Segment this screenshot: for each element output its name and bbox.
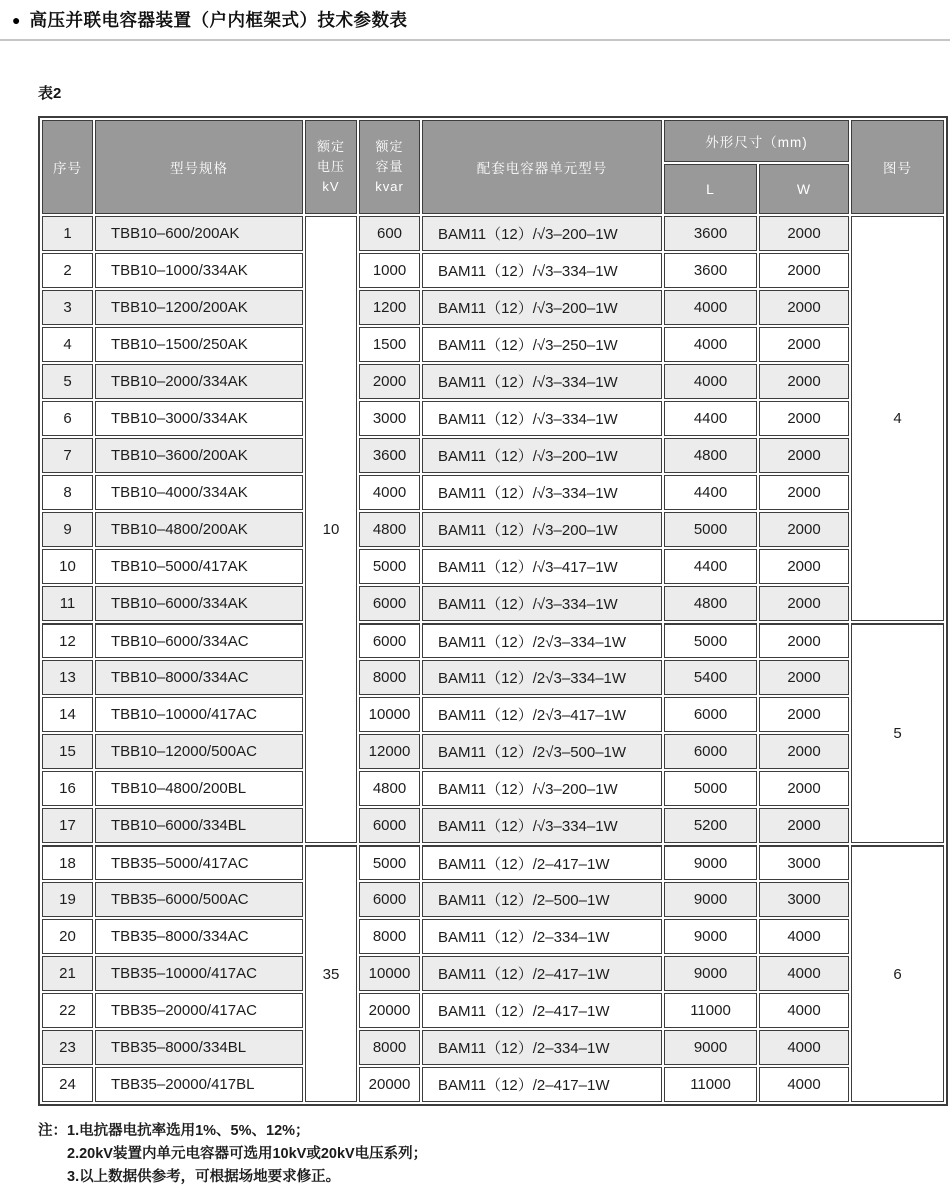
cell-length: 6000 xyxy=(664,734,757,769)
cell-unit: BAM11（12）/√3–200–1W xyxy=(422,771,662,806)
cell-model: TBB10–4800/200BL xyxy=(95,771,303,806)
table-row xyxy=(42,253,944,288)
header-voltage-line1: 额定 xyxy=(316,139,345,154)
cell-length: 4800 xyxy=(664,438,757,473)
cell-width: 4000 xyxy=(759,956,849,991)
table-row xyxy=(42,364,944,399)
notes xyxy=(38,1120,950,1189)
cell-no: 3 xyxy=(42,290,93,325)
cell-length: 4800 xyxy=(664,586,757,621)
cell-model: TBB35–5000/417AC xyxy=(95,845,303,880)
cell-unit: BAM11（12）/2–417–1W xyxy=(422,845,662,880)
cell-unit: BAM11（12）/2–417–1W xyxy=(422,993,662,1028)
cell-no: 11 xyxy=(42,586,93,621)
table-header xyxy=(42,120,944,214)
cell-width: 2000 xyxy=(759,253,849,288)
cell-width: 2000 xyxy=(759,623,849,658)
cell-capacity: 8000 xyxy=(359,660,420,695)
cell-length: 4000 xyxy=(664,327,757,362)
header-voltage-line3: kV xyxy=(322,179,340,194)
header-capacity-line2: 容量 xyxy=(375,159,404,174)
cell-length: 9000 xyxy=(664,845,757,880)
table-row xyxy=(42,1030,944,1065)
cell-length: 5200 xyxy=(664,808,757,843)
cell-length: 4000 xyxy=(664,364,757,399)
parameters-table xyxy=(38,116,948,1106)
cell-length: 4400 xyxy=(664,475,757,510)
cell-capacity: 600 xyxy=(359,216,420,251)
cell-model: TBB35–20000/417BL xyxy=(95,1067,303,1102)
cell-model: TBB10–6000/334AK xyxy=(95,586,303,621)
cell-model: TBB10–600/200AK xyxy=(95,216,303,251)
table-row xyxy=(42,771,944,806)
cell-width: 2000 xyxy=(759,475,849,510)
table-row xyxy=(42,1067,944,1102)
cell-no: 15 xyxy=(42,734,93,769)
note-line: 1.电抗器电抗率选用1%、5%、12%； xyxy=(67,1123,310,1139)
table-row xyxy=(42,956,944,991)
cell-length: 5000 xyxy=(664,512,757,547)
cell-no: 19 xyxy=(42,882,93,917)
cell-unit: BAM11（12）/2–417–1W xyxy=(422,956,662,991)
table-row xyxy=(42,882,944,917)
cell-no: 4 xyxy=(42,327,93,362)
table-row xyxy=(42,586,944,621)
cell-length: 9000 xyxy=(664,882,757,917)
table-row xyxy=(42,512,944,547)
cell-no: 6 xyxy=(42,401,93,436)
cell-length: 5000 xyxy=(664,623,757,658)
cell-width: 4000 xyxy=(759,1030,849,1065)
cell-capacity: 4800 xyxy=(359,512,420,547)
cell-no: 17 xyxy=(42,808,93,843)
cell-model: TBB10–1500/250AK xyxy=(95,327,303,362)
cell-no: 10 xyxy=(42,549,93,584)
cell-capacity: 4000 xyxy=(359,475,420,510)
cell-no: 2 xyxy=(42,253,93,288)
cell-capacity: 8000 xyxy=(359,919,420,954)
cell-length: 11000 xyxy=(664,1067,757,1102)
cell-unit: BAM11（12）/√3–334–1W xyxy=(422,364,662,399)
table-label: 表2 xyxy=(38,85,62,102)
table-row xyxy=(42,475,944,510)
cell-length: 11000 xyxy=(664,993,757,1028)
cell-unit: BAM11（12）/√3–417–1W xyxy=(422,549,662,584)
table-row xyxy=(42,734,944,769)
cell-no: 5 xyxy=(42,364,93,399)
cell-capacity: 1200 xyxy=(359,290,420,325)
cell-model: TBB10–4000/334AK xyxy=(95,475,303,510)
table-row xyxy=(42,290,944,325)
cell-capacity: 8000 xyxy=(359,1030,420,1065)
cell-figure-group: 6 xyxy=(851,845,944,1102)
header-voltage-line2: 电压 xyxy=(316,159,345,174)
cell-width: 3000 xyxy=(759,845,849,880)
cell-width: 2000 xyxy=(759,290,849,325)
cell-unit: BAM11（12）/√3–334–1W xyxy=(422,475,662,510)
cell-unit: BAM11（12）/√3–334–1W xyxy=(422,586,662,621)
cell-width: 2000 xyxy=(759,401,849,436)
cell-model: TBB35–8000/334AC xyxy=(95,919,303,954)
cell-capacity: 6000 xyxy=(359,623,420,658)
cell-capacity: 6000 xyxy=(359,882,420,917)
cell-unit: BAM11（12）/√3–250–1W xyxy=(422,327,662,362)
cell-unit: BAM11（12）/2–500–1W xyxy=(422,882,662,917)
cell-model: TBB10–6000/334BL xyxy=(95,808,303,843)
cell-capacity: 4800 xyxy=(359,771,420,806)
cell-no: 21 xyxy=(42,956,93,991)
cell-length: 5400 xyxy=(664,660,757,695)
cell-width: 4000 xyxy=(759,919,849,954)
table-row xyxy=(42,549,944,584)
cell-model: TBB10–2000/334AK xyxy=(95,364,303,399)
note-line: 3.以上数据供参考，可根据场地要求修正。 xyxy=(67,1169,341,1185)
cell-capacity: 10000 xyxy=(359,697,420,732)
cell-capacity: 6000 xyxy=(359,586,420,621)
cell-width: 2000 xyxy=(759,512,849,547)
cell-model: TBB10–8000/334AC xyxy=(95,660,303,695)
note-line: 2.20kV装置内单元电容器可选用10kV或20kV电压系列； xyxy=(67,1146,428,1162)
cell-length: 4400 xyxy=(664,401,757,436)
header-index: 序号 xyxy=(42,120,93,214)
header-capacity-line3: kvar xyxy=(375,179,404,194)
cell-length: 9000 xyxy=(664,919,757,954)
cell-model: TBB10–3600/200AK xyxy=(95,438,303,473)
cell-unit: BAM11（12）/2√3–417–1W xyxy=(422,697,662,732)
cell-model: TBB35–6000/500AC xyxy=(95,882,303,917)
cell-model: TBB10–12000/500AC xyxy=(95,734,303,769)
page-header xyxy=(0,0,950,32)
cell-width: 2000 xyxy=(759,364,849,399)
table-row xyxy=(42,697,944,732)
cell-width: 3000 xyxy=(759,882,849,917)
table-row xyxy=(42,327,944,362)
cell-no: 13 xyxy=(42,660,93,695)
cell-unit: BAM11（12）/√3–200–1W xyxy=(422,512,662,547)
title-rule xyxy=(0,39,950,41)
header-model: 型号规格 xyxy=(95,120,303,214)
cell-no: 14 xyxy=(42,697,93,732)
cell-width: 2000 xyxy=(759,549,849,584)
cell-width: 2000 xyxy=(759,660,849,695)
cell-unit: BAM11（12）/2–417–1W xyxy=(422,1067,662,1102)
cell-no: 9 xyxy=(42,512,93,547)
cell-capacity: 3000 xyxy=(359,401,420,436)
cell-model: TBB10–5000/417AK xyxy=(95,549,303,584)
cell-width: 2000 xyxy=(759,327,849,362)
header-capacity xyxy=(359,120,420,214)
page-title: 高压并联电容器装置（户内框架式）技术参数表 xyxy=(29,10,408,30)
cell-no: 18 xyxy=(42,845,93,880)
header-width: W xyxy=(759,164,849,214)
cell-width: 2000 xyxy=(759,808,849,843)
cell-unit: BAM11（12）/2√3–500–1W xyxy=(422,734,662,769)
header-figure: 图号 xyxy=(851,120,944,214)
cell-unit: BAM11（12）/√3–200–1W xyxy=(422,216,662,251)
cell-unit: BAM11（12）/√3–200–1W xyxy=(422,438,662,473)
cell-voltage-group: 10 xyxy=(305,216,357,843)
cell-unit: BAM11（12）/√3–334–1W xyxy=(422,401,662,436)
cell-no: 12 xyxy=(42,623,93,658)
cell-voltage-group: 35 xyxy=(305,845,357,1102)
cell-no: 8 xyxy=(42,475,93,510)
cell-unit: BAM11（12）/2–334–1W xyxy=(422,1030,662,1065)
cell-model: TBB10–6000/334AC xyxy=(95,623,303,658)
cell-width: 4000 xyxy=(759,1067,849,1102)
header-dimensions: 外形尺寸（mm) xyxy=(664,120,849,162)
cell-capacity: 20000 xyxy=(359,993,420,1028)
table-row xyxy=(42,660,944,695)
cell-capacity: 20000 xyxy=(359,1067,420,1102)
cell-capacity: 12000 xyxy=(359,734,420,769)
table-row xyxy=(42,401,944,436)
header-length: L xyxy=(664,164,757,214)
cell-no: 23 xyxy=(42,1030,93,1065)
cell-model: TBB10–4800/200AK xyxy=(95,512,303,547)
table-row xyxy=(42,438,944,473)
cell-capacity: 1000 xyxy=(359,253,420,288)
cell-width: 4000 xyxy=(759,993,849,1028)
cell-model: TBB35–8000/334BL xyxy=(95,1030,303,1065)
cell-no: 7 xyxy=(42,438,93,473)
cell-capacity: 10000 xyxy=(359,956,420,991)
cell-unit: BAM11（12）/2√3–334–1W xyxy=(422,623,662,658)
cell-width: 2000 xyxy=(759,586,849,621)
cell-capacity: 6000 xyxy=(359,808,420,843)
cell-capacity: 5000 xyxy=(359,549,420,584)
cell-length: 4400 xyxy=(664,549,757,584)
table-row xyxy=(42,808,944,843)
cell-model: TBB10–10000/417AC xyxy=(95,697,303,732)
table-row xyxy=(42,623,944,658)
cell-length: 5000 xyxy=(664,771,757,806)
cell-length: 6000 xyxy=(664,697,757,732)
cell-width: 2000 xyxy=(759,734,849,769)
cell-capacity: 2000 xyxy=(359,364,420,399)
cell-width: 2000 xyxy=(759,438,849,473)
table-row xyxy=(42,919,944,954)
cell-unit: BAM11（12）/√3–334–1W xyxy=(422,808,662,843)
cell-unit: BAM11（12）/√3–200–1W xyxy=(422,290,662,325)
cell-no: 20 xyxy=(42,919,93,954)
cell-width: 2000 xyxy=(759,771,849,806)
header-unit-model: 配套电容器单元型号 xyxy=(422,120,662,214)
cell-length: 9000 xyxy=(664,956,757,991)
cell-model: TBB10–1000/334AK xyxy=(95,253,303,288)
notes-prefix: 注： xyxy=(38,1123,67,1139)
cell-model: TBB10–3000/334AK xyxy=(95,401,303,436)
cell-width: 2000 xyxy=(759,697,849,732)
cell-unit: BAM11（12）/√3–334–1W xyxy=(422,253,662,288)
cell-figure-group: 5 xyxy=(851,623,944,843)
cell-capacity: 1500 xyxy=(359,327,420,362)
header-voltage xyxy=(305,120,357,214)
cell-no: 16 xyxy=(42,771,93,806)
cell-length: 3600 xyxy=(664,216,757,251)
cell-model: TBB10–1200/200AK xyxy=(95,290,303,325)
table-row xyxy=(42,845,944,880)
cell-width: 2000 xyxy=(759,216,849,251)
bullet-icon: ● xyxy=(12,11,21,28)
cell-no: 24 xyxy=(42,1067,93,1102)
cell-figure-group: 4 xyxy=(851,216,944,621)
cell-length: 9000 xyxy=(664,1030,757,1065)
cell-no: 22 xyxy=(42,993,93,1028)
table-row xyxy=(42,216,944,251)
cell-model: TBB35–10000/417AC xyxy=(95,956,303,991)
cell-unit: BAM11（12）/2–334–1W xyxy=(422,919,662,954)
notes-items xyxy=(67,1120,427,1189)
cell-length: 3600 xyxy=(664,253,757,288)
cell-capacity: 3600 xyxy=(359,438,420,473)
header-capacity-line1: 额定 xyxy=(375,139,404,154)
cell-capacity: 5000 xyxy=(359,845,420,880)
cell-length: 4000 xyxy=(664,290,757,325)
cell-no: 1 xyxy=(42,216,93,251)
cell-unit: BAM11（12）/2√3–334–1W xyxy=(422,660,662,695)
table-row xyxy=(42,993,944,1028)
cell-model: TBB35–20000/417AC xyxy=(95,993,303,1028)
